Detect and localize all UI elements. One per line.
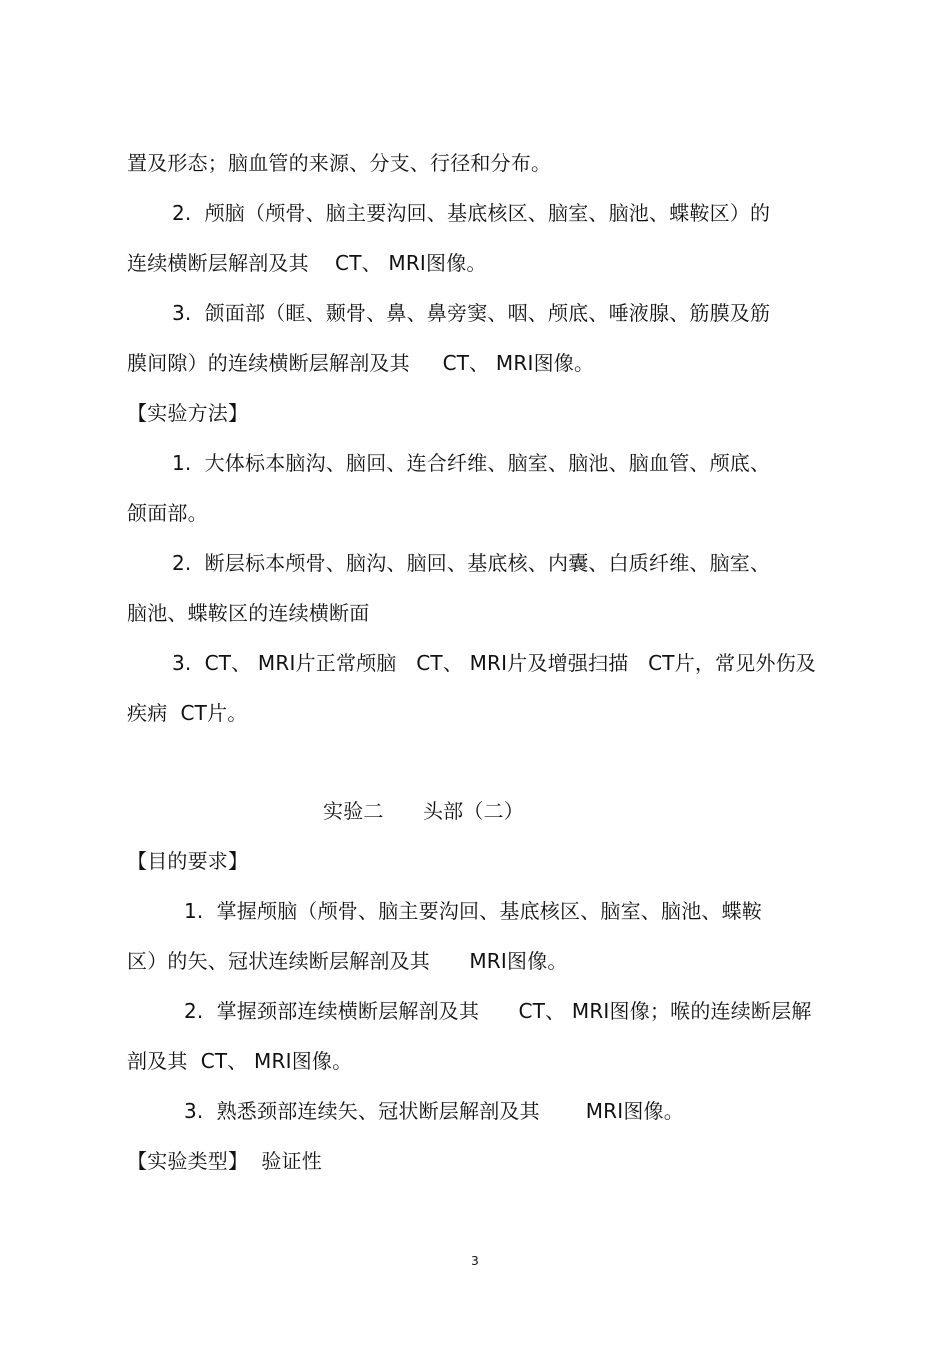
text-line: 区）的矢、冠状连续断层解剖及其 MRI图像。 [127, 949, 568, 973]
section-heading: 【实验方法】 [127, 401, 249, 425]
text-line: 置及形态；脑血管的来源、分支、行径和分布。 [127, 151, 552, 175]
page-number: 3 [471, 1254, 479, 1268]
section-heading: 【实验类型】 验证性 [127, 1149, 322, 1173]
text-line: 3. 熟悉颈部连续矢、冠状断层解剖及其 MRI图像。 [184, 1099, 684, 1123]
text-line: 疾病 CT片。 [127, 701, 248, 725]
text-line: 膜间隙）的连续横断层解剖及其 CT、 MRI图像。 [127, 351, 595, 375]
text-line: 1. 掌握颅脑（颅骨、脑主要沟回、基底核区、脑室、脑池、蝶鞍 [184, 899, 762, 923]
text-line: 剖及其 CT、 MRI图像。 [127, 1049, 353, 1073]
text-line: 连续横断层解剖及其 CT、 MRI图像。 [127, 251, 487, 275]
experiment-title: 实验二 头部（二） [323, 799, 524, 823]
text-line: 2. 掌握颈部连续横断层解剖及其 CT、 MRI图像；喉的连续断层解 [184, 999, 812, 1023]
section-heading: 【目的要求】 [127, 849, 249, 873]
text-line: 2. 颅脑（颅骨、脑主要沟回、基底核区、脑室、脑池、蝶鞍区）的 [172, 201, 771, 225]
text-line: 3. 颌面部（眶、颞骨、鼻、鼻旁窦、咽、颅底、唾液腺、筋膜及筋 [172, 301, 771, 325]
text-line: 2. 断层标本颅骨、脑沟、脑回、基底核、内囊、白质纤维、脑室、 [172, 551, 771, 575]
text-line: 3. CT、 MRI片正常颅脑 CT、 MRI片及增强扫描 CT片，常见外伤及 [172, 651, 817, 675]
text-line: 1. 大体标本脑沟、脑回、连合纤维、脑室、脑池、脑血管、颅底、 [172, 451, 771, 475]
text-line: 脑池、蝶鞍区的连续横断面 [127, 601, 370, 625]
text-line: 颌面部。 [127, 501, 208, 525]
